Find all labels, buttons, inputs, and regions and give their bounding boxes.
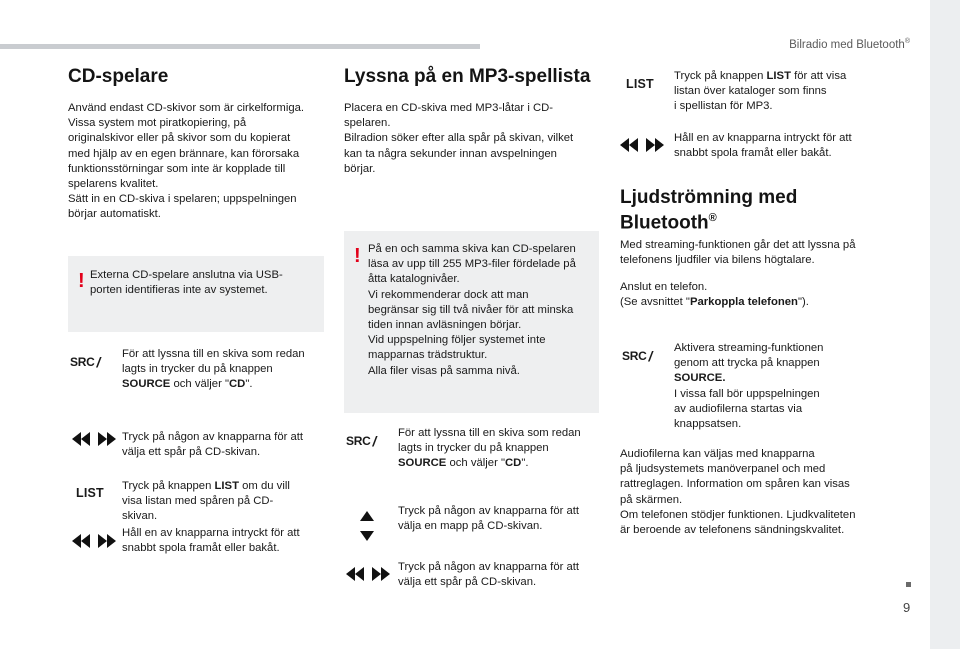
folder-instruction: Tryck på någon av knapparna för att välja en mapp på CD-skivan. bbox=[398, 505, 580, 533]
warning-text-usb: Externa CD-spelare anslutna via USB- porten identifieras inte av systemet. bbox=[90, 269, 283, 297]
warning-box-usb bbox=[68, 256, 324, 332]
seek-instruction: Tryck på någon av knapparna för att välja ett spår på CD-skivan. bbox=[122, 431, 304, 459]
source-button-icon: SRC / bbox=[346, 433, 377, 449]
list-instruction: Tryck på knappen LIST om du vill visa listan med spåren på CD- skivan. bbox=[122, 480, 290, 523]
bluetooth-intro-text: Med streaming-funktionen går det att lyssna på telefonens ljudfiler via bilens högtalare. bbox=[620, 239, 856, 267]
cd-intro-text: Använd endast CD-skivor som är cirkelformiga. Vissa system mot piratkopiering, på originalskivor eller på skivor som du kopierat med hjälp av en egen brännare, kan förorsaka funktionsstörningar som inte är kopplade till spelarens kvalitet. Sätt in en CD-skiva i spelaren; uppspelningen börjar automatiskt. bbox=[68, 102, 305, 221]
folder-up-down-icon bbox=[360, 511, 374, 541]
seek-arrows-icon bbox=[346, 567, 390, 581]
list-button-icon: LIST bbox=[76, 486, 104, 500]
page-side-margin bbox=[930, 0, 960, 649]
source-button-icon: SRC / bbox=[622, 348, 653, 364]
warning-icon: ! bbox=[78, 270, 85, 292]
section-heading-mp3: Lyssna på en MP3-spellista bbox=[344, 66, 591, 87]
warning-box-mp3 bbox=[344, 231, 599, 413]
page-number: 9 bbox=[903, 600, 911, 615]
source-instruction: För att lyssna till en skiva som redan lagts in trycker du på knappen SOURCE och väljer "CD". bbox=[398, 427, 581, 470]
source-instruction: För att lyssna till en skiva som redan lagts in trycker du på knappen SOURCE och väljer "CD". bbox=[122, 348, 305, 391]
hold-instruction: Håll en av knapparna intryckt för att snabbt spola framåt eller bakåt. bbox=[674, 132, 852, 160]
connect-phone-text: Anslut en telefon. (Se avsnittet "Parkoppla telefonen"). bbox=[620, 281, 809, 309]
activate-streaming-instruction: Aktivera streaming-funktionen genom att trycka på knappen SOURCE. I vissa fall bör uppspelningen av audiofilerna startas via knappsatsen. bbox=[674, 342, 824, 431]
source-button-icon: SRC / bbox=[70, 354, 101, 370]
seek-arrows-icon bbox=[72, 432, 116, 446]
page-marker bbox=[906, 582, 911, 587]
seek-arrows-icon bbox=[620, 138, 664, 152]
list-instruction: Tryck på knappen LIST för att visa listan över kataloger som finns i spellistan för MP3. bbox=[674, 70, 847, 113]
warning-icon: ! bbox=[354, 245, 361, 267]
section-heading-cd-player: CD-spelare bbox=[68, 66, 169, 87]
running-header: Bilradio med Bluetooth® bbox=[789, 38, 910, 51]
header-bar bbox=[0, 44, 480, 49]
mp3-intro-text: Placera en CD-skiva med MP3-låtar i CD- spelaren. Bilradion söker efter alla spår på skivan, vilket kan ta några sekunder innan avspelningen börjar. bbox=[344, 102, 574, 175]
seek-arrows-icon bbox=[72, 534, 116, 548]
list-button-icon: LIST bbox=[626, 77, 654, 91]
section-heading-bluetooth: Ljudströmning med Bluetooth® bbox=[620, 187, 798, 234]
hold-instruction: Håll en av knapparna intryckt för att snabbt spola framåt eller bakåt. bbox=[122, 527, 300, 555]
audio-files-text: Audiofilerna kan väljas med knapparna på ljudsystemets manöverpanel och med rattreglagen. Information om spåren kan visas på skärmen. Om telefonen stödjer funktionen. Ljudkvaliteten är beroende av telefonens sändningskvalitet. bbox=[620, 448, 856, 537]
seek-instruction: Tryck på någon av knapparna för att välja ett spår på CD-skivan. bbox=[398, 561, 580, 589]
warning-text-mp3: På en och samma skiva kan CD-spelaren läsa av upp till 255 MP3-filer fördelade på åtta katalognivåer. Vi rekommenderar dock att man begränsar sig till två nivåer för att minska tiden innan avläsningen börjar. Vid uppspelning följer systemet inte mapparnas trädstruktur. Alla filer visas på samma nivå. bbox=[368, 243, 576, 377]
